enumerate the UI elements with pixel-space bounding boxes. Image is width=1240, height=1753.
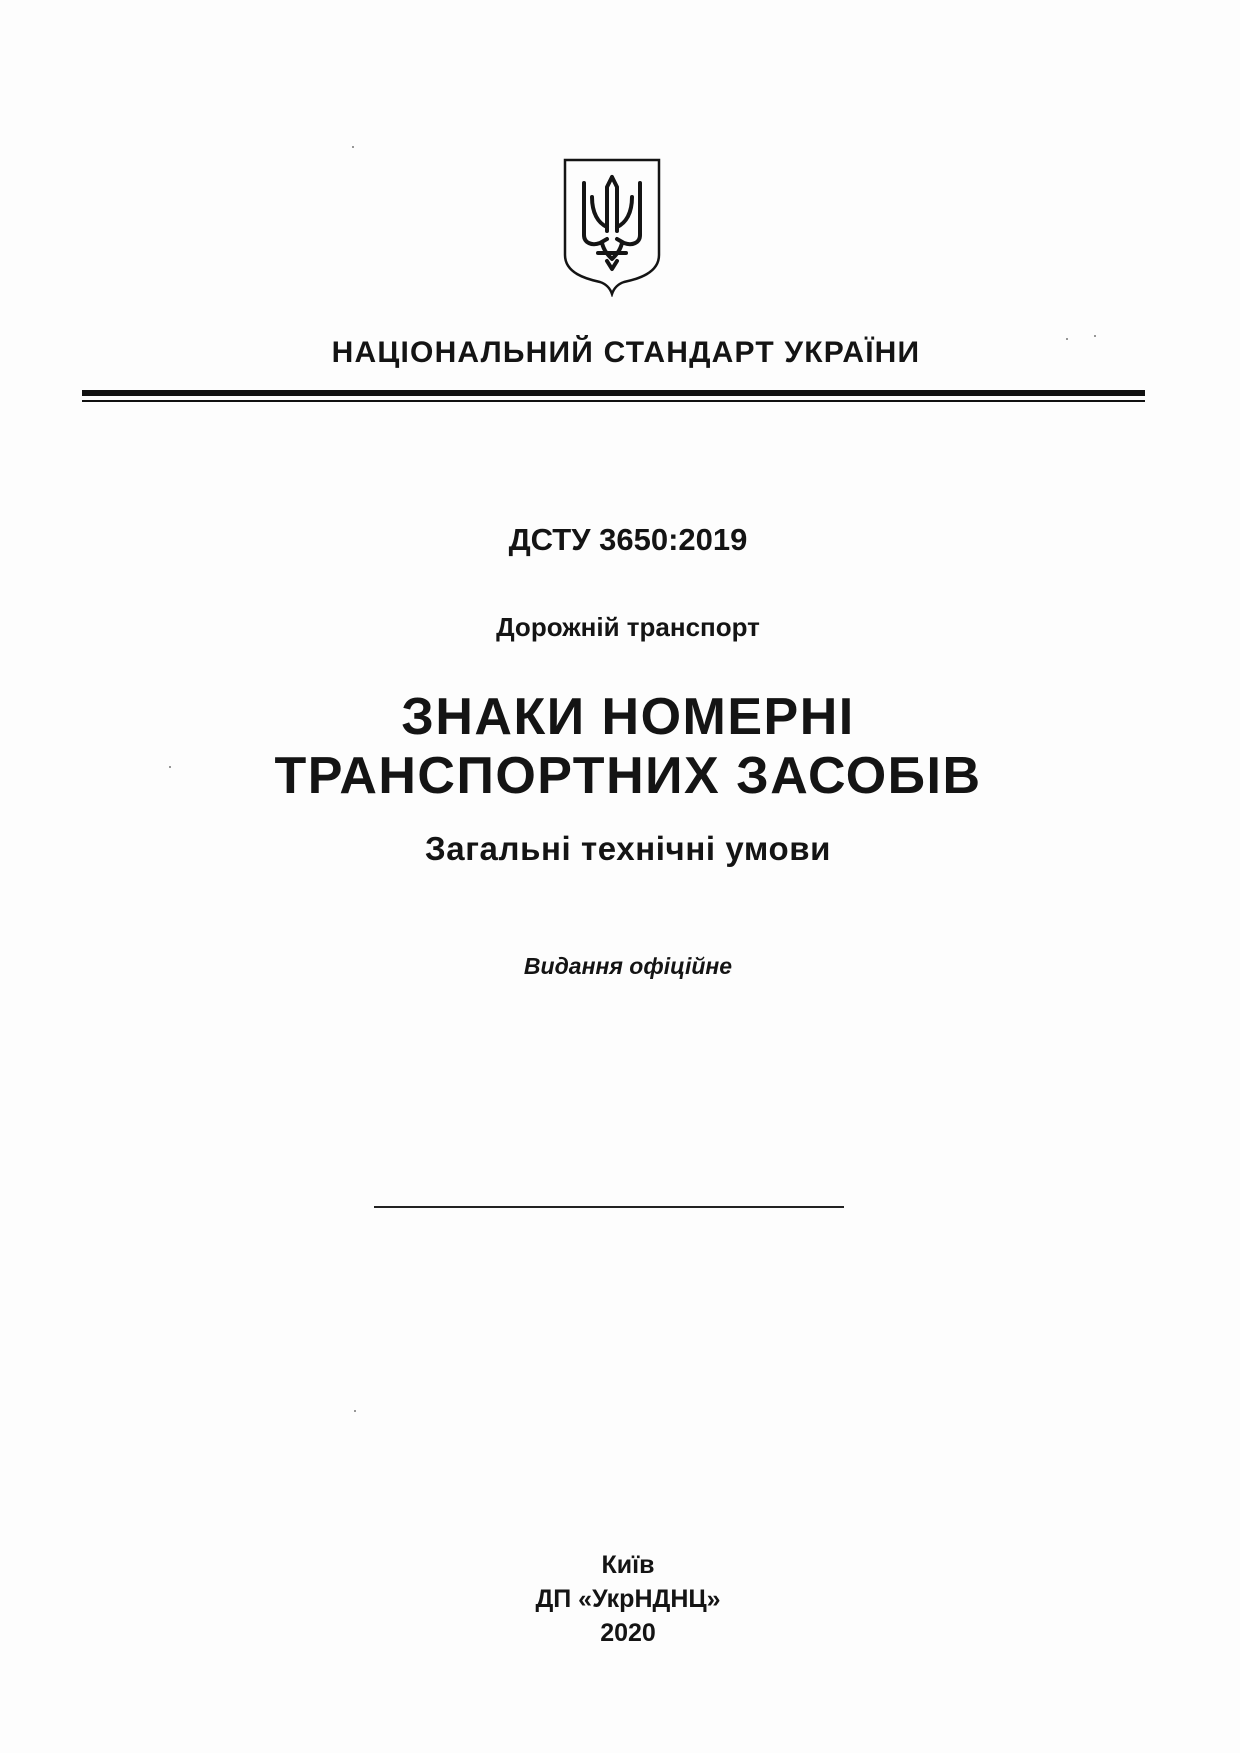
header-title: НАЦІОНАЛЬНИЙ СТАНДАРТ УКРАЇНИ bbox=[331, 336, 921, 369]
standard-title bbox=[0, 688, 1240, 806]
edition-note: Видання офіційне bbox=[523, 953, 733, 979]
standard-subtitle: Загальні технічні умови bbox=[424, 830, 832, 867]
standard-field: Дорожній транспорт bbox=[496, 612, 760, 642]
trident-coat-of-arms-icon bbox=[562, 157, 662, 297]
imprint-city: Київ bbox=[601, 1551, 655, 1579]
imprint-year: 2020 bbox=[600, 1619, 656, 1647]
divider-line bbox=[374, 1206, 844, 1208]
header-rule-thick bbox=[82, 390, 1145, 396]
standard-designation: ДСТУ 3650:2019 bbox=[508, 522, 748, 557]
scan-speck bbox=[354, 1410, 356, 1412]
imprint-block bbox=[0, 1548, 1240, 1650]
standard-title-line-2: ТРАНСПОРТНИХ ЗАСОБІВ bbox=[274, 747, 982, 805]
scan-speck bbox=[352, 146, 354, 148]
header-rule-thin bbox=[82, 400, 1145, 402]
imprint-publisher: ДП «УкрНДНЦ» bbox=[535, 1585, 721, 1613]
standard-title-line-1: ЗНАКИ НОМЕРНІ bbox=[401, 688, 855, 746]
